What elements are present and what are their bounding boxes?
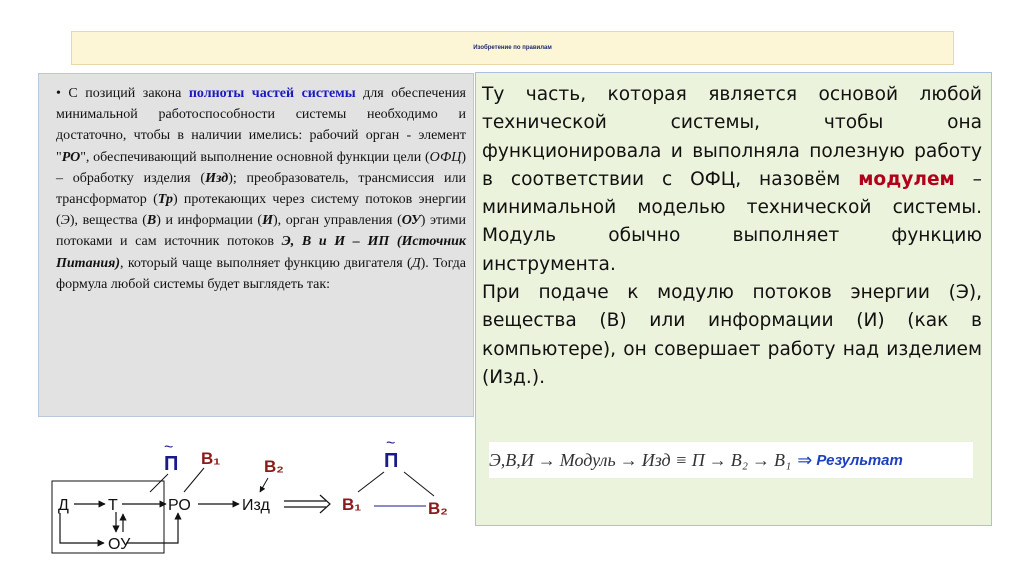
label-b2: В₂ (264, 457, 284, 476)
arrow-icon: → (752, 449, 771, 470)
arrow-ou-ro (126, 513, 178, 543)
double-arrow-icon: ⇒ (797, 449, 813, 470)
module-description (482, 81, 982, 392)
node-ou: ОУ (108, 536, 131, 553)
label-p-right: П (384, 450, 399, 472)
title-bar (71, 31, 954, 65)
link-b1-ro (184, 468, 204, 492)
tilde-mark: ~ (164, 439, 174, 456)
node-izd: Изд (242, 497, 270, 514)
bullet: • (56, 86, 61, 101)
module-paragraph: Ту часть, которая является основой любой технической системы, чтобы она функционировала и выполняла полезную работу в соответствии с ОФЦ, назовём модулем – минимальной моделью технической системы. Модуль обычно выполняет функцию инструмента. (482, 84, 982, 275)
double-arrow-head (320, 495, 330, 513)
left-text-panel (38, 73, 474, 417)
link-p-b1 (358, 472, 384, 492)
arrow-b2-izd (260, 478, 268, 492)
link-p-ro (150, 474, 168, 492)
node-t: Т (108, 497, 118, 514)
arrow-d-ou (60, 513, 104, 543)
node-d: Д (58, 497, 69, 514)
result-label: Результат (816, 451, 903, 469)
label-b1-right: В₁ (342, 495, 362, 514)
module-keyword: модулем (858, 168, 955, 190)
label-b1: В₁ (201, 449, 221, 468)
system-formula: Э,В,И → Модуль → Изд ≡ П → В₂ → В₁ ⇒ Результат (489, 442, 973, 478)
law-description: • С позиций закона полноты частей системы для обеспечения минимальной работоспособности системы необходимо и достаточно, чтобы в наличии имелись: рабочий орган - элемент "РО", обеспечивающий выполнение основной функции цели (ОФЦ) – обработку изделия (Изд); преобразователь, трансмиссия или трансформатор (Тр) протекающих через систему потоков энергии (Э), вещества (В) и информации (И), орган управления (ОУ) этими потоками и сам источник потоков Э, В и И – ИП (Источник Питания), который чаще выполняет функцию двигателя (Д). Тогда формула любой системы будет выглядеть так: (56, 86, 467, 292)
link-p-b2 (404, 472, 434, 496)
label-p: П (164, 453, 179, 475)
arrow-icon: → (537, 449, 556, 470)
node-ro: РО (168, 497, 191, 514)
flow-paragraph: При подаче к модулю потоков энергии (Э), вещества (В) или информации (И) (как в компьютере), он совершает работу над изделием (Изд.). (482, 282, 982, 388)
slide-title: Изобретение по правилам (473, 45, 552, 51)
system-diagram (38, 422, 468, 558)
tilde-mark-right: ~ (386, 435, 396, 452)
arrow-icon: → (708, 449, 727, 470)
law-name: полноты частей системы (188, 86, 356, 101)
label-b2-right: В₂ (428, 499, 448, 518)
arrow-icon: → (619, 449, 638, 470)
